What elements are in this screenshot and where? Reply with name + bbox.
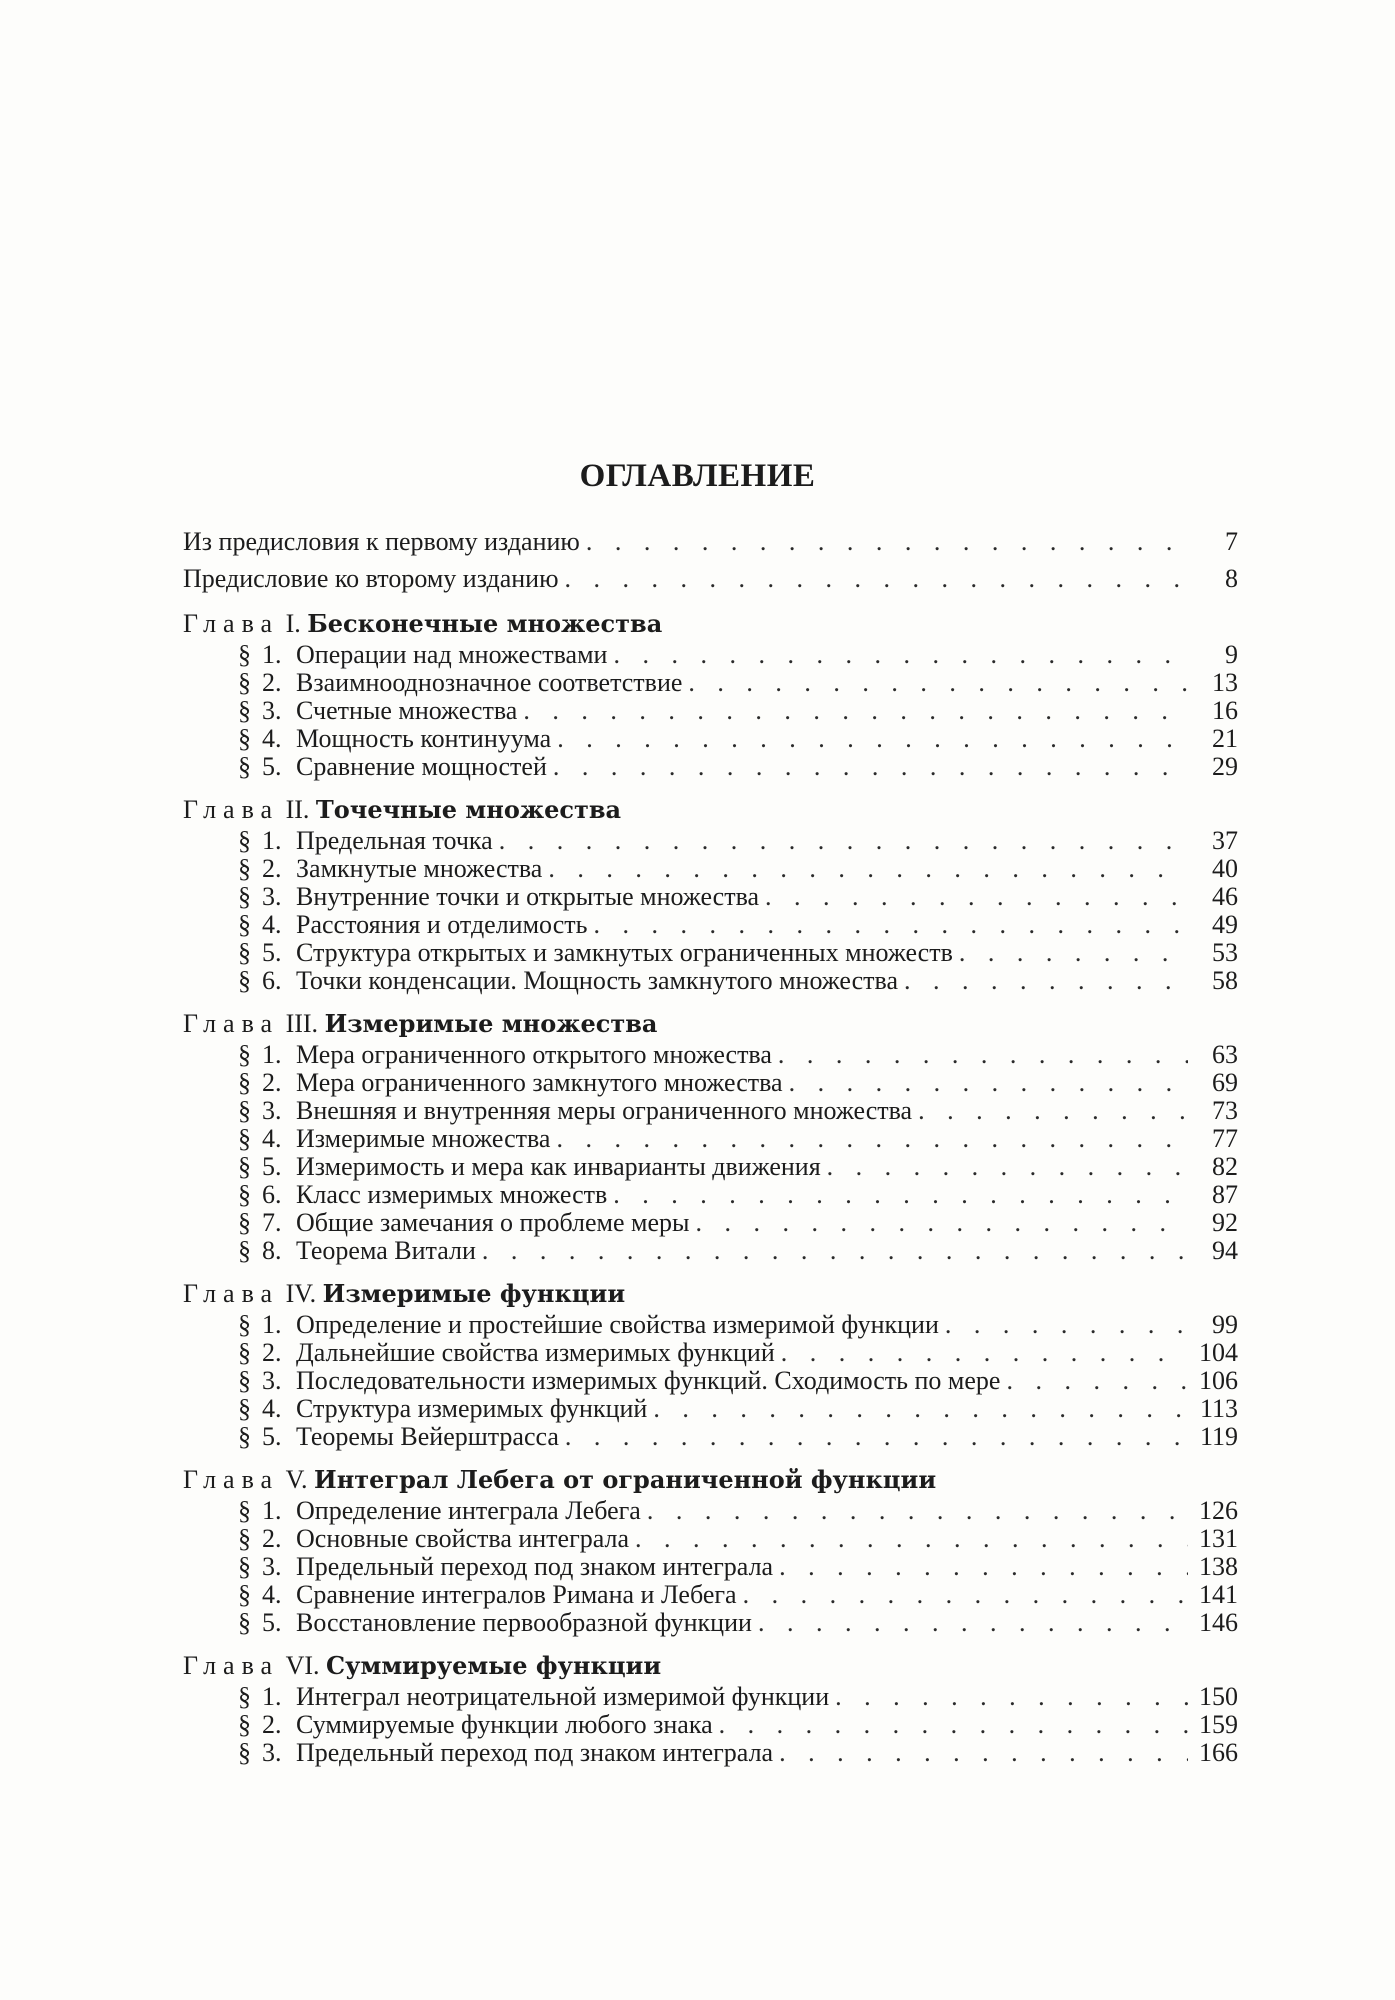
section-number: 2.	[262, 1524, 282, 1553]
section-number: 3.	[262, 1366, 282, 1395]
dot-leader	[499, 827, 1188, 855]
section-number: 1.	[262, 1496, 282, 1525]
dot-leader	[945, 1311, 1188, 1339]
chapter-numeral: I.	[285, 609, 301, 638]
section-page: 53	[1212, 938, 1238, 967]
section-page: 92	[1212, 1208, 1238, 1237]
dot-leader	[613, 641, 1188, 669]
dot-leader	[688, 669, 1188, 697]
section-number: 3.	[262, 1096, 282, 1125]
dot-leader	[635, 1525, 1188, 1553]
section-number: 6.	[262, 966, 282, 995]
section-page: 46	[1212, 882, 1238, 911]
table-of-contents	[183, 528, 1238, 1781]
section-number: 2.	[262, 1338, 282, 1367]
entry-page: 8	[1225, 564, 1238, 593]
section-symbol: §	[238, 966, 251, 995]
section-title: Взаимнооднозначное соответствие	[296, 668, 683, 697]
section-number: 4.	[262, 724, 282, 753]
section-number: 2.	[262, 854, 282, 883]
section-label	[238, 1367, 1000, 1395]
dot-leader	[593, 911, 1188, 939]
dot-leader	[553, 753, 1188, 781]
toc-entry-section[interactable]	[183, 1153, 1238, 1181]
toc-entry-section[interactable]	[183, 939, 1238, 967]
section-page: 146	[1199, 1608, 1238, 1637]
toc-entry-section[interactable]	[183, 1181, 1238, 1209]
dot-leader	[1006, 1367, 1188, 1395]
dot-leader	[523, 697, 1188, 725]
toc-entry-section[interactable]	[183, 1739, 1238, 1767]
section-page: 141	[1199, 1580, 1238, 1609]
section-number: 6.	[262, 1180, 282, 1209]
section-page: 159	[1199, 1710, 1238, 1739]
section-page: 77	[1212, 1124, 1238, 1153]
section-number: 3.	[262, 1738, 282, 1767]
section-number: 5.	[262, 1422, 282, 1451]
section-label	[238, 1395, 647, 1423]
section-symbol: §	[238, 1338, 251, 1367]
section-label	[238, 1609, 752, 1637]
toc-entry-section[interactable]	[183, 1609, 1238, 1637]
toc-entry-section[interactable]	[183, 641, 1238, 669]
toc-entry-section[interactable]	[183, 1711, 1238, 1739]
section-title: Предельный переход под знаком интеграла	[296, 1552, 774, 1581]
section-symbol: §	[238, 826, 251, 855]
chapter-block	[183, 1465, 1238, 1637]
dot-leader	[918, 1097, 1188, 1125]
section-label	[238, 1311, 939, 1339]
section-title: Дальнейшие свойства измеримых функций	[296, 1338, 775, 1367]
section-number: 1.	[262, 826, 282, 855]
chapter-numeral: VI.	[285, 1651, 320, 1680]
section-label	[238, 1711, 713, 1739]
dot-leader	[548, 855, 1188, 883]
dot-leader	[482, 1237, 1188, 1265]
section-number: 3.	[262, 882, 282, 911]
section-title: Теоремы Вейерштрасса	[296, 1422, 559, 1451]
section-symbol: §	[238, 1710, 251, 1739]
section-page: 138	[1199, 1552, 1238, 1581]
section-page: 29	[1212, 752, 1238, 781]
section-title: Измеримые множества	[296, 1124, 551, 1153]
page-title: ОГЛАВЛЕНИЕ	[579, 458, 816, 494]
dot-leader	[743, 1581, 1188, 1609]
section-number: 1.	[262, 1040, 282, 1069]
chapter-title: Измеримые множества	[324, 1009, 658, 1038]
section-symbol: §	[238, 910, 251, 939]
chapter-list	[183, 609, 1238, 1767]
section-symbol: §	[238, 1040, 251, 1069]
section-label	[238, 669, 682, 697]
dot-leader	[781, 1339, 1188, 1367]
section-page: 150	[1199, 1682, 1238, 1711]
section-symbol: §	[238, 1068, 251, 1097]
section-page: 104	[1199, 1338, 1238, 1367]
section-label	[238, 855, 542, 883]
section-page: 21	[1212, 724, 1238, 753]
section-title: Структура открытых и замкнутых ограниченных множеств	[296, 938, 953, 967]
section-label	[238, 1553, 773, 1581]
section-label	[238, 1153, 821, 1181]
dot-leader	[613, 1181, 1188, 1209]
section-title: Счетные множества	[296, 696, 518, 725]
dot-leader	[835, 1683, 1188, 1711]
section-page: 119	[1199, 1422, 1238, 1451]
chapter-title: Суммируемые функции	[326, 1651, 662, 1680]
section-title: Мера ограниченного замкнутого множества	[296, 1068, 783, 1097]
chapter-block	[183, 1279, 1238, 1451]
toc-entry-section[interactable]	[183, 1423, 1238, 1451]
section-page: 37	[1212, 826, 1238, 855]
chapter-heading[interactable]	[183, 609, 1238, 639]
section-symbol: §	[238, 1422, 251, 1451]
section-title: Замкнутые множества	[296, 854, 543, 883]
section-symbol: §	[238, 696, 251, 725]
chapter-title: Бесконечные множества	[307, 609, 663, 638]
section-title: Измеримость и мера как инварианты движения	[296, 1152, 821, 1181]
toc-entry-section[interactable]	[183, 911, 1238, 939]
section-page: 63	[1212, 1040, 1238, 1069]
section-symbol: §	[238, 1496, 251, 1525]
section-label	[238, 1097, 912, 1125]
section-title: Определение интеграла Лебега	[296, 1496, 641, 1525]
toc-entry-section[interactable]	[183, 669, 1238, 697]
toc-entry-section[interactable]	[183, 1553, 1238, 1581]
section-symbol: §	[238, 938, 251, 967]
toc-entry-section[interactable]	[183, 967, 1238, 995]
chapter-block	[183, 1651, 1238, 1767]
section-label	[238, 725, 551, 753]
section-symbol: §	[238, 640, 251, 669]
chapter-block	[183, 609, 1238, 781]
section-symbol: §	[238, 1152, 251, 1181]
toc-entry-section[interactable]	[183, 697, 1238, 725]
section-label	[238, 1041, 772, 1069]
dot-leader	[778, 1041, 1188, 1069]
section-title: Мощность континуума	[296, 724, 552, 753]
section-page: 16	[1212, 696, 1238, 725]
chapter-title: Интеграл Лебега от ограниченной функции	[314, 1465, 937, 1494]
section-page: 73	[1212, 1096, 1238, 1125]
toc-entry-section[interactable]	[183, 827, 1238, 855]
section-title: Точки конденсации. Мощность замкнутого множества	[296, 966, 898, 995]
section-label	[238, 827, 493, 855]
section-symbol: §	[238, 1608, 251, 1637]
dot-leader	[565, 565, 1188, 593]
section-title: Интеграл неотрицательной измеримой функции	[296, 1682, 830, 1711]
section-label	[238, 641, 607, 669]
chapter-word: Глава	[183, 609, 280, 638]
section-symbol: §	[238, 1208, 251, 1237]
section-number: 3.	[262, 1552, 282, 1581]
section-number: 7.	[262, 1208, 282, 1237]
section-symbol: §	[238, 1096, 251, 1125]
section-label	[238, 883, 759, 911]
dot-leader	[904, 967, 1188, 995]
section-number: 4.	[262, 1394, 282, 1423]
section-page: 69	[1212, 1068, 1238, 1097]
section-page: 49	[1212, 910, 1238, 939]
section-page: 106	[1199, 1366, 1238, 1395]
section-title: Мера ограниченного открытого множества	[296, 1040, 772, 1069]
dot-leader	[779, 1553, 1188, 1581]
toc-entry-preface-first[interactable]	[183, 528, 1238, 556]
section-label	[238, 1739, 773, 1767]
dot-leader	[565, 1423, 1188, 1451]
chapter-block	[183, 795, 1238, 995]
section-title: Теорема Витали	[296, 1236, 476, 1265]
section-number: 2.	[262, 668, 282, 697]
section-number: 1.	[262, 1682, 282, 1711]
section-page: 166	[1199, 1738, 1238, 1767]
section-label	[238, 1683, 829, 1711]
section-symbol: §	[238, 1524, 251, 1553]
dot-leader	[696, 1209, 1188, 1237]
toc-entry-section[interactable]	[183, 1367, 1238, 1395]
section-number: 1.	[262, 640, 282, 669]
toc-entry-section[interactable]	[183, 1125, 1238, 1153]
section-symbol: §	[238, 1124, 251, 1153]
section-symbol: §	[238, 1236, 251, 1265]
section-number: 4.	[262, 1124, 282, 1153]
toc-entry-section[interactable]	[183, 1683, 1238, 1711]
section-symbol: §	[238, 724, 251, 753]
dot-leader	[586, 528, 1188, 556]
dot-leader	[719, 1711, 1188, 1739]
chapter-word: Глава	[183, 795, 280, 824]
section-number: 2.	[262, 1710, 282, 1739]
toc-entry-section[interactable]	[183, 1395, 1238, 1423]
section-symbol: §	[238, 1580, 251, 1609]
section-number: 5.	[262, 938, 282, 967]
section-label	[238, 753, 547, 781]
section-page: 58	[1212, 966, 1238, 995]
dot-leader	[827, 1153, 1188, 1181]
section-number: 5.	[262, 752, 282, 781]
toc-entry-section[interactable]	[183, 1041, 1238, 1069]
toc-entry-section[interactable]	[183, 1581, 1238, 1609]
section-number: 8.	[262, 1236, 282, 1265]
chapter-word: Глава	[183, 1009, 280, 1038]
dot-leader	[556, 1125, 1188, 1153]
section-number: 3.	[262, 696, 282, 725]
section-symbol: §	[238, 1682, 251, 1711]
section-symbol: §	[238, 1310, 251, 1339]
section-title: Внешняя и внутренняя меры ограниченного множества	[296, 1096, 913, 1125]
section-page: 94	[1212, 1236, 1238, 1265]
section-title: Общие замечания о проблеме меры	[296, 1208, 690, 1237]
section-label	[238, 1209, 690, 1237]
section-title: Сравнение мощностей	[296, 752, 547, 781]
section-label	[238, 911, 587, 939]
section-title: Сравнение интегралов Римана и Лебега	[296, 1580, 737, 1609]
section-number: 4.	[262, 910, 282, 939]
section-label	[238, 1237, 476, 1265]
section-number: 5.	[262, 1152, 282, 1181]
section-symbol: §	[238, 1394, 251, 1423]
section-page: 82	[1212, 1152, 1238, 1181]
toc-entry-section[interactable]	[183, 1497, 1238, 1525]
section-label	[238, 939, 953, 967]
dot-leader	[779, 1739, 1188, 1767]
section-page: 87	[1212, 1180, 1238, 1209]
toc-entry-section[interactable]	[183, 1339, 1238, 1367]
chapter-numeral: III.	[285, 1009, 319, 1038]
section-page: 9	[1225, 640, 1238, 669]
toc-entry-section[interactable]	[183, 1209, 1238, 1237]
section-title: Расстояния и отделимость	[296, 910, 588, 939]
entry-title: Предисловие ко второму изданию	[183, 564, 559, 593]
section-number: 4.	[262, 1580, 282, 1609]
section-number: 5.	[262, 1608, 282, 1637]
section-number: 2.	[262, 1068, 282, 1097]
section-title: Предельный переход под знаком интеграла	[296, 1738, 774, 1767]
section-page: 40	[1212, 854, 1238, 883]
section-symbol: §	[238, 1552, 251, 1581]
toc-entry-section[interactable]	[183, 1311, 1238, 1339]
toc-entry-section[interactable]	[183, 1069, 1238, 1097]
section-number: 1.	[262, 1310, 282, 1339]
section-symbol: §	[238, 1366, 251, 1395]
dot-leader	[765, 883, 1188, 911]
toc-entry-section[interactable]	[183, 1097, 1238, 1125]
section-title: Суммируемые функции любого знака	[296, 1710, 713, 1739]
section-label	[238, 697, 517, 725]
chapter-title: Точечные множества	[315, 795, 622, 824]
dot-leader	[647, 1497, 1188, 1525]
chapter-word: Глава	[183, 1651, 280, 1680]
section-label	[238, 1181, 607, 1209]
chapter-word: Глава	[183, 1465, 280, 1494]
section-symbol: §	[238, 668, 251, 697]
section-label	[238, 1497, 641, 1525]
chapter-numeral: V.	[285, 1465, 308, 1494]
chapter-numeral: IV.	[285, 1279, 317, 1308]
section-title: Внутренние точки и открытые множества	[296, 882, 760, 911]
dot-leader	[789, 1069, 1188, 1097]
section-page: 13	[1212, 668, 1238, 697]
section-title: Предельная точка	[296, 826, 493, 855]
section-symbol: §	[238, 1180, 251, 1209]
toc-entry-section[interactable]	[183, 883, 1238, 911]
section-symbol: §	[238, 882, 251, 911]
chapter-title: Измеримые функции	[322, 1279, 626, 1308]
section-symbol: §	[238, 854, 251, 883]
chapter-heading[interactable]	[183, 1279, 1238, 1309]
section-title: Определение и простейшие свойства измеримой функции	[296, 1310, 939, 1339]
section-symbol: §	[238, 752, 251, 781]
section-title: Восстановление первообразной функции	[296, 1608, 752, 1637]
dot-leader	[653, 1395, 1188, 1423]
dot-leader	[557, 725, 1188, 753]
section-title: Структура измеримых функций	[296, 1394, 648, 1423]
dot-leader	[959, 939, 1188, 967]
section-label	[238, 1525, 629, 1553]
chapter-numeral: II.	[285, 795, 310, 824]
toc-entry-section[interactable]	[183, 1237, 1238, 1265]
toc-entry-section[interactable]	[183, 725, 1238, 753]
toc-entry-section[interactable]	[183, 1525, 1238, 1553]
chapter-heading[interactable]	[183, 1009, 1238, 1039]
toc-entry-section[interactable]	[183, 753, 1238, 781]
dot-leader	[758, 1609, 1188, 1637]
chapter-block	[183, 1009, 1238, 1265]
entry-title: Из предисловия к первому изданию	[183, 527, 580, 556]
section-label	[238, 1069, 783, 1097]
section-label	[238, 1125, 550, 1153]
section-label	[238, 1423, 559, 1451]
chapter-heading[interactable]	[183, 795, 1238, 825]
section-label	[238, 1581, 737, 1609]
section-page: 126	[1199, 1496, 1238, 1525]
section-title: Класс измеримых множеств	[296, 1180, 608, 1209]
chapter-word: Глава	[183, 1279, 280, 1308]
section-title: Операции над множествами	[296, 640, 608, 669]
section-title: Последовательности измеримых функций. Сходимость по мере	[296, 1366, 1001, 1395]
section-label	[238, 1339, 775, 1367]
chapter-heading[interactable]	[183, 1465, 1238, 1495]
section-label	[238, 967, 898, 995]
section-title: Основные свойства интеграла	[296, 1524, 630, 1553]
chapter-heading[interactable]	[183, 1651, 1238, 1681]
section-page: 131	[1199, 1524, 1238, 1553]
toc-entry-section[interactable]	[183, 855, 1238, 883]
section-symbol: §	[238, 1738, 251, 1767]
section-page: 99	[1212, 1310, 1238, 1339]
toc-entry-preface-second[interactable]	[183, 565, 1238, 593]
entry-page: 7	[1225, 527, 1238, 556]
section-page: 113	[1199, 1394, 1238, 1423]
